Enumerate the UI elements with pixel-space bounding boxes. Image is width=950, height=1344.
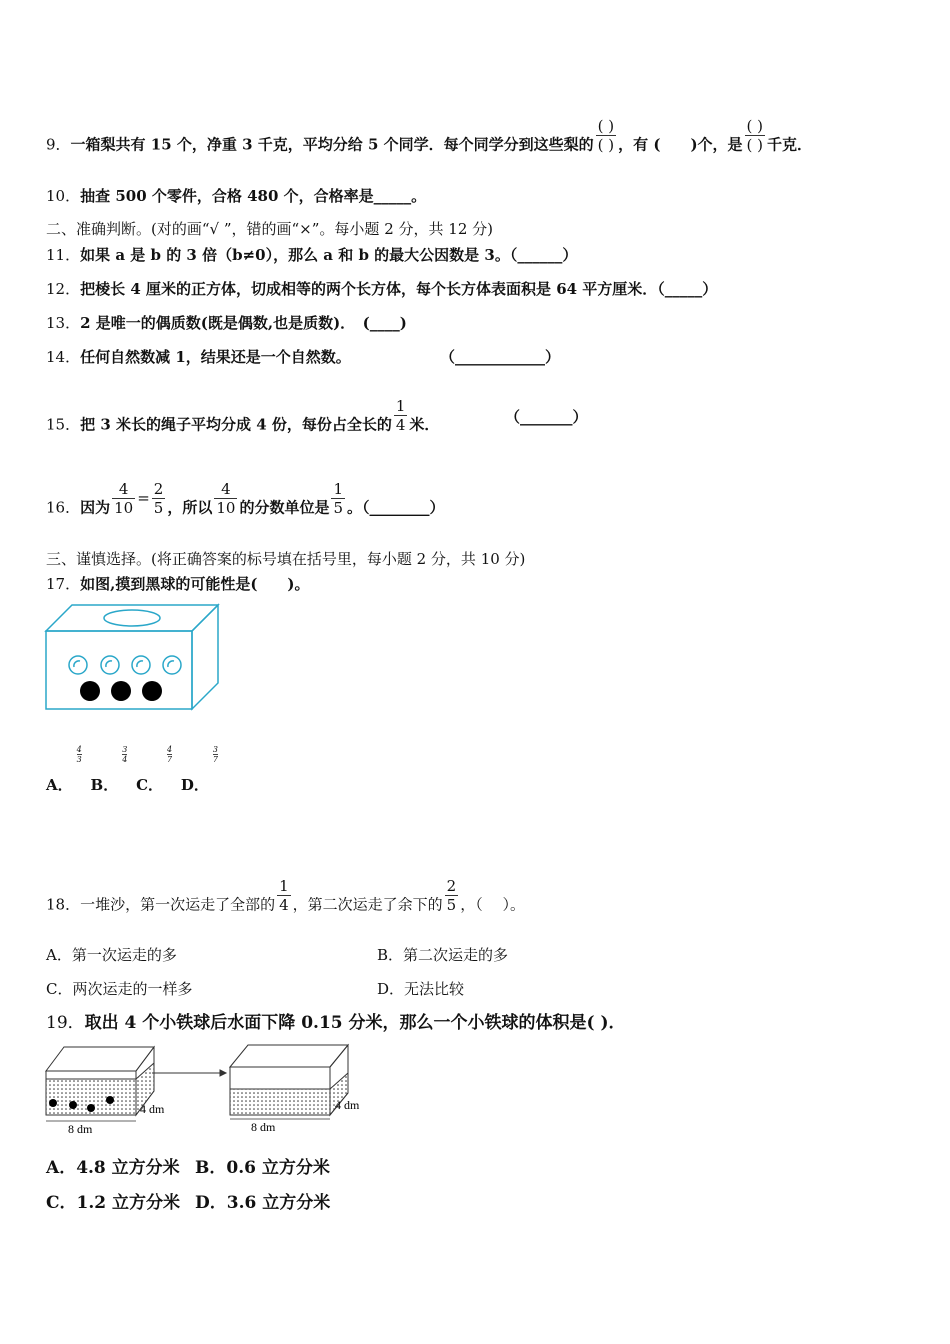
height-label: 4 dm — [140, 1102, 165, 1116]
section-2-heading: 二、准确判断。(对的画“√ ”，错的画“×”。每小题 2 分，共 12 分) — [46, 220, 493, 238]
question-15 — [46, 397, 440, 444]
fraction: $\frac{2}{5}$ — [446, 877, 457, 914]
tank-after — [230, 1045, 348, 1115]
ball-highlight — [168, 661, 174, 667]
iron-ball — [49, 1099, 57, 1107]
ball-box-figure — [44, 603, 220, 711]
question-text: 2 是唯一的偶质数(既是偶数,也是质数)． (____) — [80, 314, 407, 332]
question-number: 15． — [46, 415, 81, 434]
question-text: ，第二次运走了余下的 — [292, 895, 443, 914]
option-b[interactable]: B．0.6 立方分米 — [195, 1158, 330, 1178]
option-c[interactable]: C．两次运走的一样多 — [46, 980, 193, 998]
white-ball — [101, 656, 119, 674]
iron-ball — [87, 1104, 95, 1112]
box-top-face — [46, 605, 218, 631]
water-after — [230, 1089, 330, 1115]
white-ball — [132, 656, 150, 674]
option-a[interactable]: A．4.8 立方分米 — [46, 1158, 180, 1178]
fraction: $\frac{1}{5}$ — [333, 480, 343, 517]
black-ball — [111, 681, 131, 701]
arrow-icon — [152, 1070, 226, 1076]
question-number: 13． — [46, 314, 81, 332]
answer-blank: （_______） — [505, 408, 588, 426]
black-ball — [80, 681, 100, 701]
question-text: 千克． — [767, 135, 813, 154]
question-9 — [46, 117, 813, 164]
question-number: 14． — [46, 348, 81, 366]
width-label: 8 dm — [251, 1120, 276, 1134]
question-text: 把棱长 4 厘米的正方体，切成相等的两个长方体，每个长方体表面积是 64 平方厘米．（_____） — [80, 280, 718, 298]
option-b[interactable]: B．第二次运走的多 — [377, 946, 509, 964]
tank-before — [46, 1047, 154, 1115]
option-c-fraction: $\frac{4}{7}$ — [167, 745, 173, 764]
option-b-label[interactable]: B． — [90, 776, 119, 794]
q17-options — [46, 745, 222, 795]
question-text: 如图,摸到黑球的可能性是( )。 — [80, 575, 310, 593]
option-c[interactable]: C．1.2 立方分米 — [46, 1193, 181, 1213]
iron-ball — [69, 1101, 77, 1109]
question-text: 抽查 500 个零件，合格 480 个，合格率是_____。 — [80, 187, 427, 205]
option-a-label[interactable]: A． — [46, 776, 73, 794]
question-11 — [46, 245, 577, 265]
question-13 — [46, 313, 407, 333]
question-text: ，（ ）。 — [460, 895, 525, 914]
water-tank-figure — [44, 1043, 362, 1135]
equals-sign: = — [137, 488, 150, 507]
question-text: 如果 a 是 b 的 3 倍（b≠0），那么 a 和 b 的最大公因数是 3。（______） — [80, 246, 578, 264]
question-text: ，有 ( )个，是 — [618, 135, 743, 154]
section-3-heading: 三、谨慎选择。(将正确答案的标号填在括号里，每小题 2 分，共 10 分) — [46, 550, 526, 568]
question-number: 19． — [46, 1013, 85, 1033]
fraction: $\frac{4}{10}$ — [216, 480, 236, 517]
question-14 — [46, 347, 351, 367]
question-number: 11． — [46, 246, 81, 264]
white-ball — [163, 656, 181, 674]
box-opening — [104, 610, 160, 626]
question-text: 一箱梨共有 15 个，净重 3 千克，平均分给 5 个同学．每个同学分到这些梨的 — [70, 135, 594, 154]
fraction: $\frac{1}{4}$ — [395, 397, 406, 434]
question-text: 一堆沙，第一次运走了全部的 — [80, 895, 276, 914]
question-17 — [46, 574, 310, 594]
fraction: $\frac{1}{4}$ — [279, 877, 289, 914]
question-number: 12． — [46, 280, 81, 298]
question-number: 9． — [46, 135, 71, 154]
ball-highlight — [137, 661, 143, 667]
answer-blank: （____________） — [440, 348, 561, 366]
question-19 — [46, 1013, 626, 1033]
white-balls — [69, 656, 181, 674]
question-18 — [46, 877, 525, 924]
question-text: 。（________） — [347, 498, 445, 517]
ball-highlight — [74, 661, 80, 667]
question-number: 18． — [46, 895, 81, 914]
question-12 — [46, 279, 717, 299]
option-a[interactable]: A．第一次运走的多 — [46, 946, 177, 964]
fraction: $\frac{4}{10}$ — [114, 480, 134, 517]
black-ball — [142, 681, 162, 701]
question-number: 10． — [46, 187, 81, 205]
fraction-blank: $\frac{( )}{( )}$ — [597, 117, 615, 154]
option-d[interactable]: D．3.6 立方分米 — [195, 1193, 331, 1213]
fraction: $\frac{2}{5}$ — [153, 480, 164, 517]
black-balls — [80, 681, 162, 701]
fraction-blank: $\frac{( )}{( )}$ — [746, 117, 764, 154]
option-d-label[interactable]: D． — [180, 776, 209, 794]
question-text: 的分数单位是 — [239, 498, 330, 517]
option-c-label[interactable]: C． — [136, 776, 164, 794]
height-label: 4 dm — [335, 1098, 360, 1112]
width-label: 8 dm — [68, 1122, 93, 1135]
white-ball — [69, 656, 87, 674]
question-text: 任何自然数减 1，结果还是一个自然数。 — [80, 348, 351, 366]
question-text: ，所以 — [167, 498, 213, 517]
question-10 — [46, 186, 426, 206]
option-a-fraction: $\frac{4}{3}$ — [76, 745, 82, 764]
question-number: 17． — [46, 575, 81, 593]
question-text: 把 3 米长的绳子平均分成 4 份，每份占全长的 — [80, 415, 392, 434]
question-text: 取出 4 个小铁球后水面下降 0.15 分米，那么一个小铁球的体积是( )． — [84, 1013, 626, 1033]
question-text: 因为 — [80, 498, 111, 517]
option-d-fraction: $\frac{3}{7}$ — [212, 745, 219, 764]
box-side-face — [192, 605, 218, 709]
question-number: 16． — [46, 498, 81, 517]
ball-highlight — [106, 661, 112, 667]
option-b-fraction: $\frac{3}{4}$ — [122, 745, 128, 764]
iron-ball — [106, 1096, 114, 1104]
option-d[interactable]: D．无法比较 — [377, 980, 465, 998]
question-16 — [46, 480, 445, 527]
question-text: 米． — [409, 415, 440, 434]
